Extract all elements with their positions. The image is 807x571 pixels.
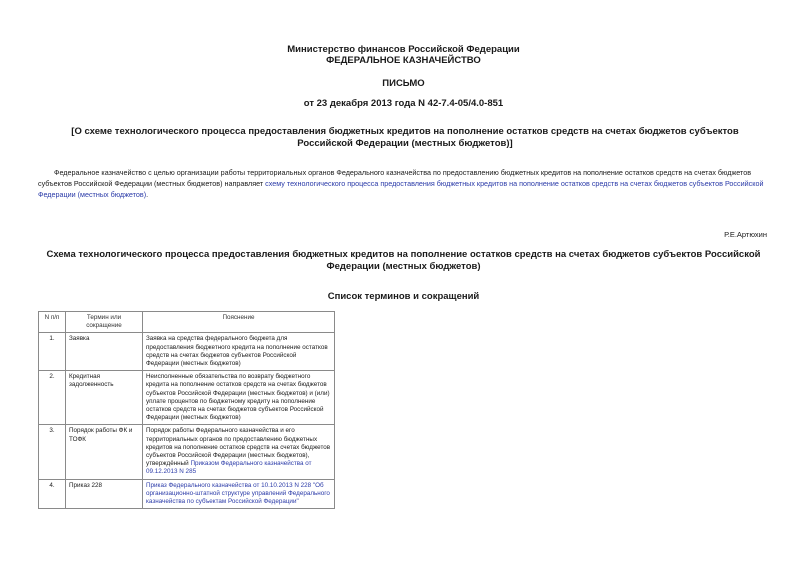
table-row bbox=[39, 333, 335, 371]
intro-end: . bbox=[146, 190, 149, 199]
agency-heading: ФЕДЕРАЛЬНОЕ КАЗНАЧЕЙСТВО bbox=[326, 55, 481, 66]
intro-text: Федеральное казначейство с целью организации работы территориальных органов Федерального казначейства по предоставлению бюджетных кредитов на пополнение остатков средств на счетах бюджетов субъектов Российской Федерации (местных бюджетов) направляет bbox=[38, 168, 752, 188]
table-row bbox=[39, 425, 335, 479]
row-term: Кредитная задолженность bbox=[66, 371, 143, 425]
table-header-row bbox=[39, 312, 335, 333]
intro-paragraph bbox=[38, 167, 770, 200]
row-explanation: Порядок работы Федерального казначейства и его территориальных органов по предоставлению бюджетных кредитов на пополнение остатков средств на счетах бюджетов субъектов Российской Федерации (местных бюджетов), утверждённый bbox=[146, 427, 331, 468]
doc-subject: [О схеме технологического процесса предоставления бюджетных кредитов на пополнение остатков средств на счетах бюджетов субъектов Российской Федерации (местных бюджетов)] bbox=[71, 126, 739, 149]
header-num: N п/п bbox=[39, 312, 66, 333]
row-num: 4. bbox=[39, 479, 66, 509]
row-explanation-cell bbox=[143, 479, 335, 509]
terms-table bbox=[38, 311, 335, 509]
terms-title: Список терминов и сокращений bbox=[327, 291, 480, 302]
header-explanation: Пояснение bbox=[143, 312, 335, 333]
row-term: Приказ 228 bbox=[66, 479, 143, 509]
ministry-heading: Министерство финансов Российской Федерации bbox=[287, 44, 520, 55]
row-term: Заявка bbox=[66, 333, 143, 371]
order-228-link[interactable]: Приказ Федерального казначейства от 10.10.2013 N 228 "Об организационно-штатной структуре управлений Федерального казначейства по субъектам Российской Федерации" bbox=[146, 481, 330, 506]
signature: Р.Е.Артюхин bbox=[724, 230, 767, 239]
table-row bbox=[39, 479, 335, 509]
row-term: Порядок работы ФК и ТОФК bbox=[66, 425, 143, 479]
order-285-link[interactable]: Приказом Федерального казначейства от 09.12.2013 N 285 bbox=[146, 460, 312, 476]
scheme-link[interactable]: схему технологического процесса предоставления бюджетных кредитов на пополнение остатков средств на счетах бюджетов субъектов Российской Федерации (местных бюджетов) bbox=[38, 179, 764, 199]
row-num: 2. bbox=[39, 371, 66, 425]
header-term: Термин или сокращение bbox=[66, 312, 143, 333]
row-num: 3. bbox=[39, 425, 66, 479]
row-explanation-cell bbox=[143, 425, 335, 479]
table-row bbox=[39, 371, 335, 425]
row-explanation: Заявка на средства федерального бюджета для предоставления бюджетного кредита на пополнение остатков средств на счетах бюджетов субъектов Российской Федерации (местных бюджетов) bbox=[143, 333, 335, 371]
row-explanation: Неисполненные обязательства по возврату бюджетного кредита на пополнение остатков средств на счетах бюджетов субъектов Российской Федерации (местных бюджетов) и (или) уплате процентов по бюджетному кредиту на пополнение остатков средств на счетах бюджетов субъектов Российской Федерации (местных бюджетов) bbox=[143, 371, 335, 425]
doc-date-number: от 23 декабря 2013 года N 42-7.4-05/4.0-851 bbox=[303, 98, 504, 109]
row-num: 1. bbox=[39, 333, 66, 371]
doc-type: ПИСЬМО bbox=[382, 78, 425, 89]
scheme-title: Схема технологического процесса предоставления бюджетных кредитов на пополнение остатков средств на счетах бюджетов субъектов Российской Федерации (местных бюджетов) bbox=[46, 249, 761, 272]
